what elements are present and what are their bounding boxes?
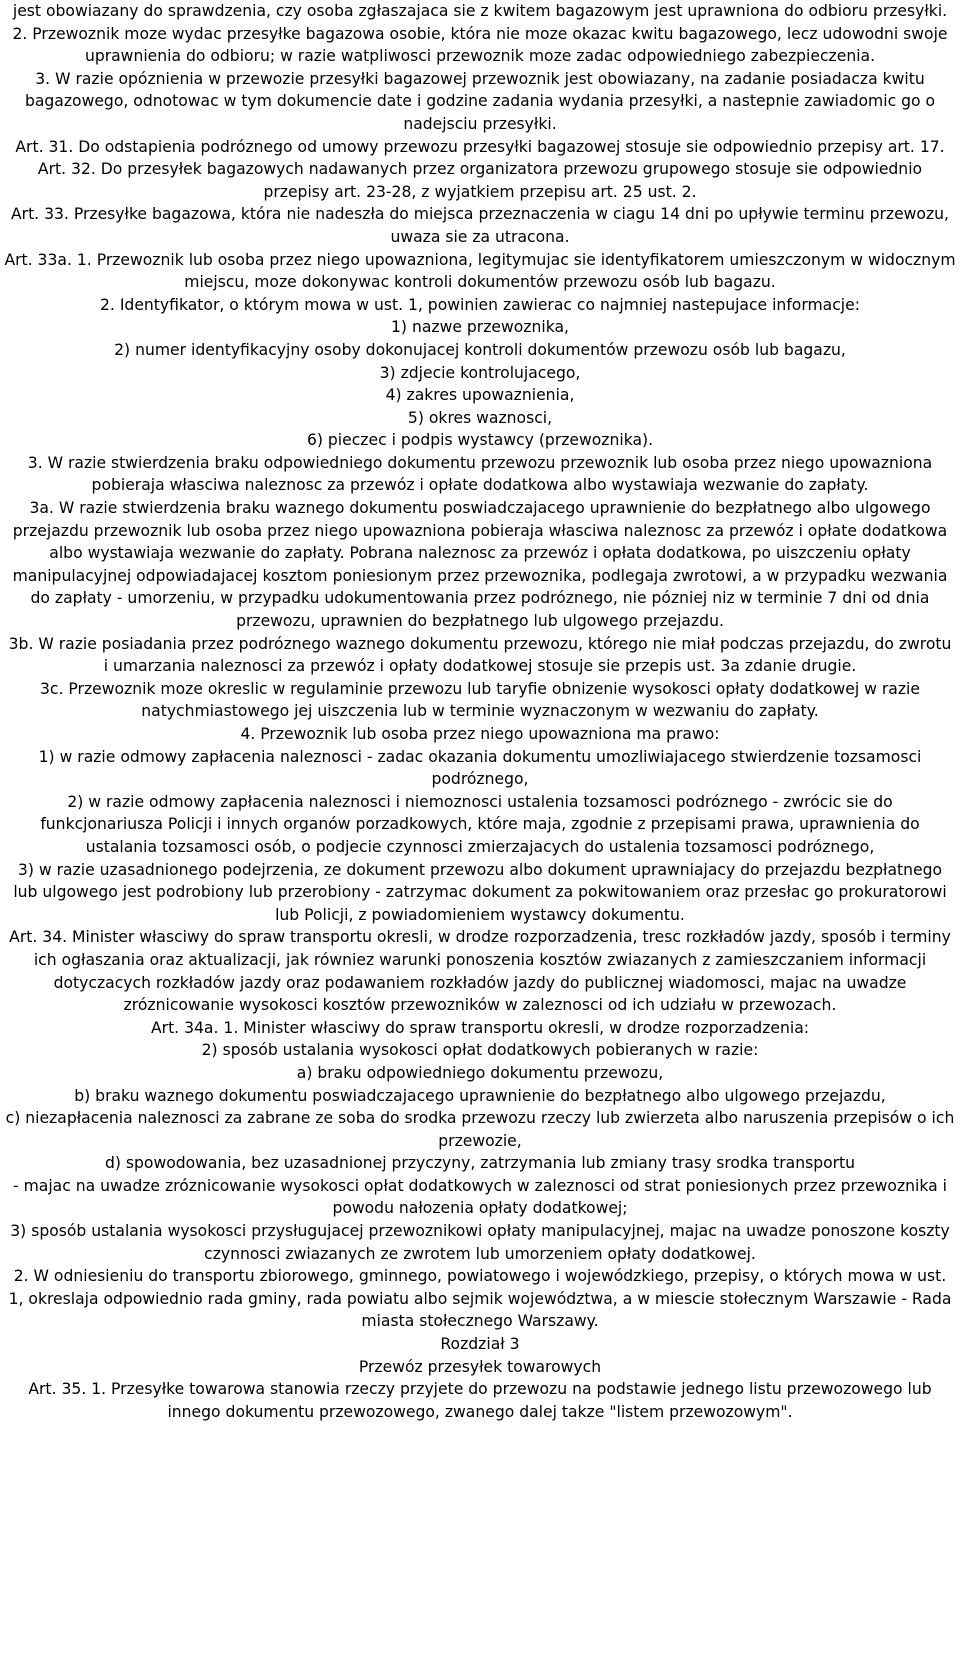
article-34: Art. 34. Minister własciwy do spraw transportu okresli, w drodze rozporzadzenia, tresc rozkładów jazdy, sposób i terminy ich ogłaszania oraz aktualizacji, jak równiez warunki ponoszenia kosztów zwiazanych z zamieszczaniem informacji dotyczacych rozkładów jazdy oraz podawaniem rozkładów jazdy do publicznej wiadomosci, majac na uwadze zróznicowanie wysokosci kosztów przewozników w zaleznosci od ich udziału w przewozach. <box>9 928 951 1015</box>
paragraph: 4. Przewoznik lub osoba przez niego upowazniona ma prawo: <box>240 725 720 743</box>
paragraph: 3. W razie stwierdzenia braku odpowiedniego dokumentu przewozu przewoznik lub osoba przez niego upowazniona pobieraja własciwa naleznosc za przewóz i opłate dodatkowa albo wystawiaja wezwanie do zapłaty. <box>27 453 933 495</box>
list-item: 5) okres waznosci, <box>407 408 553 427</box>
document-page <box>4 0 956 1423</box>
paragraph: 2. Przewoznik moze wydac przesyłke bagazowa osobie, która nie moze okazac kwitu bagazowego, lecz udowodni swoje uprawnienia do odbioru; w razie watpliwosci przewoznik moze zadac odpowiedniego zabezpieczenia. <box>12 24 948 66</box>
paragraph: 3c. Przewoznik moze okreslic w regulaminie przewozu lub taryfie obnizenie wysokosci opłaty dodatkowej w razie natychmiastowego jej uiszczenia lub w terminie wyznaczonym w wezwaniu do zapłaty. <box>40 679 920 721</box>
list-item: b) braku waznego dokumentu poswiadczajacego uprawnienie do bezpłatnego albo ulgowego przejazdu, <box>74 1086 886 1105</box>
article-35: Art. 35. 1. Przesyłke towarowa stanowia rzeczy przyjete do przewozu na podstawie jednego listu przewozowego lub innego dokumentu przewozowego, zwanego dalej takze "listem przewozowym". <box>28 1380 932 1421</box>
list-item: 1) nazwe przewoznika, <box>391 318 569 337</box>
article-31: Art. 31. Do odstapienia podróznego od umowy przewozu przesyłki bagazowej stosuje sie odpowiednio przepisy art. 17. <box>15 137 945 156</box>
chapter-heading: Rozdział 3 <box>440 1335 520 1354</box>
list-item: 6) pieczec i podpis wystawcy (przewoznika). <box>306 431 654 450</box>
chapter-title: Przewóz przesyłek towarowych <box>358 1357 602 1376</box>
paragraph: 3a. W razie stwierdzenia braku waznego dokumentu poswiadczajacego uprawnienie do bezpłatnego albo ulgowego przejazdu przewoznik lub osoba przez niego upowazniona pobieraja własciwa naleznosc za przewóz i opłate dodatkowa albo wystawiaja wezwanie do zapłaty. Pobrana naleznosc za przewóz i opłata dodatkowa, po uiszczeniu opłaty manipulacyjnej odpowiadajacej kosztom poniesionym przez przewoznika, podlegaja zwrotowi, a w przypadku wezwania do zapłaty - umorzeniu, w przypadku udokumentowania przez podróznego, nie pózniej niz w terminie 7 dni od dnia przewozu, uprawnien do bezpłatnego lub ulgowego przejazdu. <box>12 499 948 631</box>
list-item: 2) numer identyfikacyjny osoby dokonujacej kontroli dokumentów przewozu osób lub bagazu, <box>114 340 846 359</box>
paragraph: - majac na uwadze zróznicowanie wysokosci opłat dodatkowych w zaleznosci od strat poniesionych przez przewoznika i powodu nałozenia opłaty dodatkowej; <box>13 1176 947 1218</box>
article-33a: Art. 33a. 1. Przewoznik lub osoba przez niego upowazniona, legitymujac sie identyfikatorem umieszczonym w widocznym miejscu, moze dokonywac kontroli dokumentów przewozu osób lub bagazu. <box>4 250 956 292</box>
list-item: 3) zdjecie kontrolujacego, <box>379 363 581 382</box>
list-item: 2) w razie odmowy zapłacenia naleznosci i niemoznosci ustalenia tozsamosci podróznego - zwrócic sie do funkcjonariusza Policji i innych organów porzadkowych, które maja, zgodnie z przepisami prawa, uprawnienia do ustalania tozsamosci osób, o podjecie czynnosci zmierzajacych do ustalenia tozsamosci podróznego, <box>40 792 920 856</box>
list-item: 2) sposób ustalania wysokosci opłat dodatkowych pobieranych w razie: <box>201 1041 759 1060</box>
list-item: c) niezapłacenia naleznosci za zabrane ze soba do srodka przewozu rzeczy lub zwierzeta albo naruszenia przepisów o ich przewozie, <box>5 1109 955 1150</box>
paragraph: 2. W odniesieniu do transportu zbiorowego, gminnego, powiatowego i wojewódzkiego, przepisy, o których mowa w ust. 1, okreslaja odpowiednio rada gminy, rada powiatu albo sejmik województwa, a w miescie stołecznym Warszawie - Rada miasta stołecznego Warszawy. <box>8 1267 952 1331</box>
paragraph: jest obowiazany do sprawdzenia, czy osoba zgłaszajaca sie z kwitem bagazowym jest uprawniona do odbioru przesyłki. <box>12 2 948 20</box>
article-32: Art. 32. Do przesyłek bagazowych nadawanych przez organizatora przewozu grupowego stosuje sie odpowiednio przepisy art. 23-28, z wyjatkiem przepisu art. 25 ust. 2. <box>37 160 923 201</box>
article-33: Art. 33. Przesyłke bagazowa, która nie nadeszła do miejsca przeznaczenia w ciagu 14 dni po upływie terminu przewozu, uwaza sie za utracona. <box>10 205 949 246</box>
list-item: d) spowodowania, bez uzasadnionej przyczyny, zatrzymania lub zmiany trasy srodka transportu <box>104 1154 856 1173</box>
paragraph: 3. W razie opóznienia w przewozie przesyłki bagazowej przewoznik jest obowiazany, na zadanie posiadacza kwitu bagazowego, odnotowac w tym dokumencie date i godzine zadania wydania przesyłki, a nastepnie zawiadomic go o nadejsciu przesyłki. <box>24 69 936 133</box>
list-item: 4) zakres upowaznienia, <box>385 386 575 405</box>
list-item: 3) w razie uzasadnionego podejrzenia, ze dokument przewozu albo dokument uprawniajacy do przejazdu bezpłatnego lub ulgowego jest podrobiony lub przerobiony - zatrzymac dokument za pokwitowaniem oraz przesłac go prokuratorowi lub Policji, z powiadomieniem wystawcy dokumentu. <box>13 860 947 924</box>
paragraph: 3b. W razie posiadania przez podróznego waznego dokumentu przewozu, którego nie miał podczas przejazdu, do zwrotu i umarzania naleznosci za przewóz i opłaty dodatkowej stosuje sie przepis ust. 3a zdanie drugie. <box>8 634 952 676</box>
list-item: a) braku odpowiedniego dokumentu przewozu, <box>296 1063 664 1082</box>
list-item: 3) sposób ustalania wysokosci przysługujacej przewoznikowi opłaty manipulacyjnej, majac na uwadze ponoszone koszty czynnosci zwiazanych ze zwrotem lub umorzeniem opłaty dodatkowej. <box>10 1222 950 1263</box>
article-34a: Art. 34a. 1. Minister własciwy do spraw transportu okresli, w drodze rozporzadzenia: <box>150 1018 810 1037</box>
paragraph: 2. Identyfikator, o którym mowa w ust. 1, powinien zawierac co najmniej nastepujace informacje: <box>100 295 860 314</box>
list-item: 1) w razie odmowy zapłacenia naleznosci - zadac okazania dokumentu umozliwiajacego stwierdzenie tozsamosci podróznego, <box>38 747 922 789</box>
